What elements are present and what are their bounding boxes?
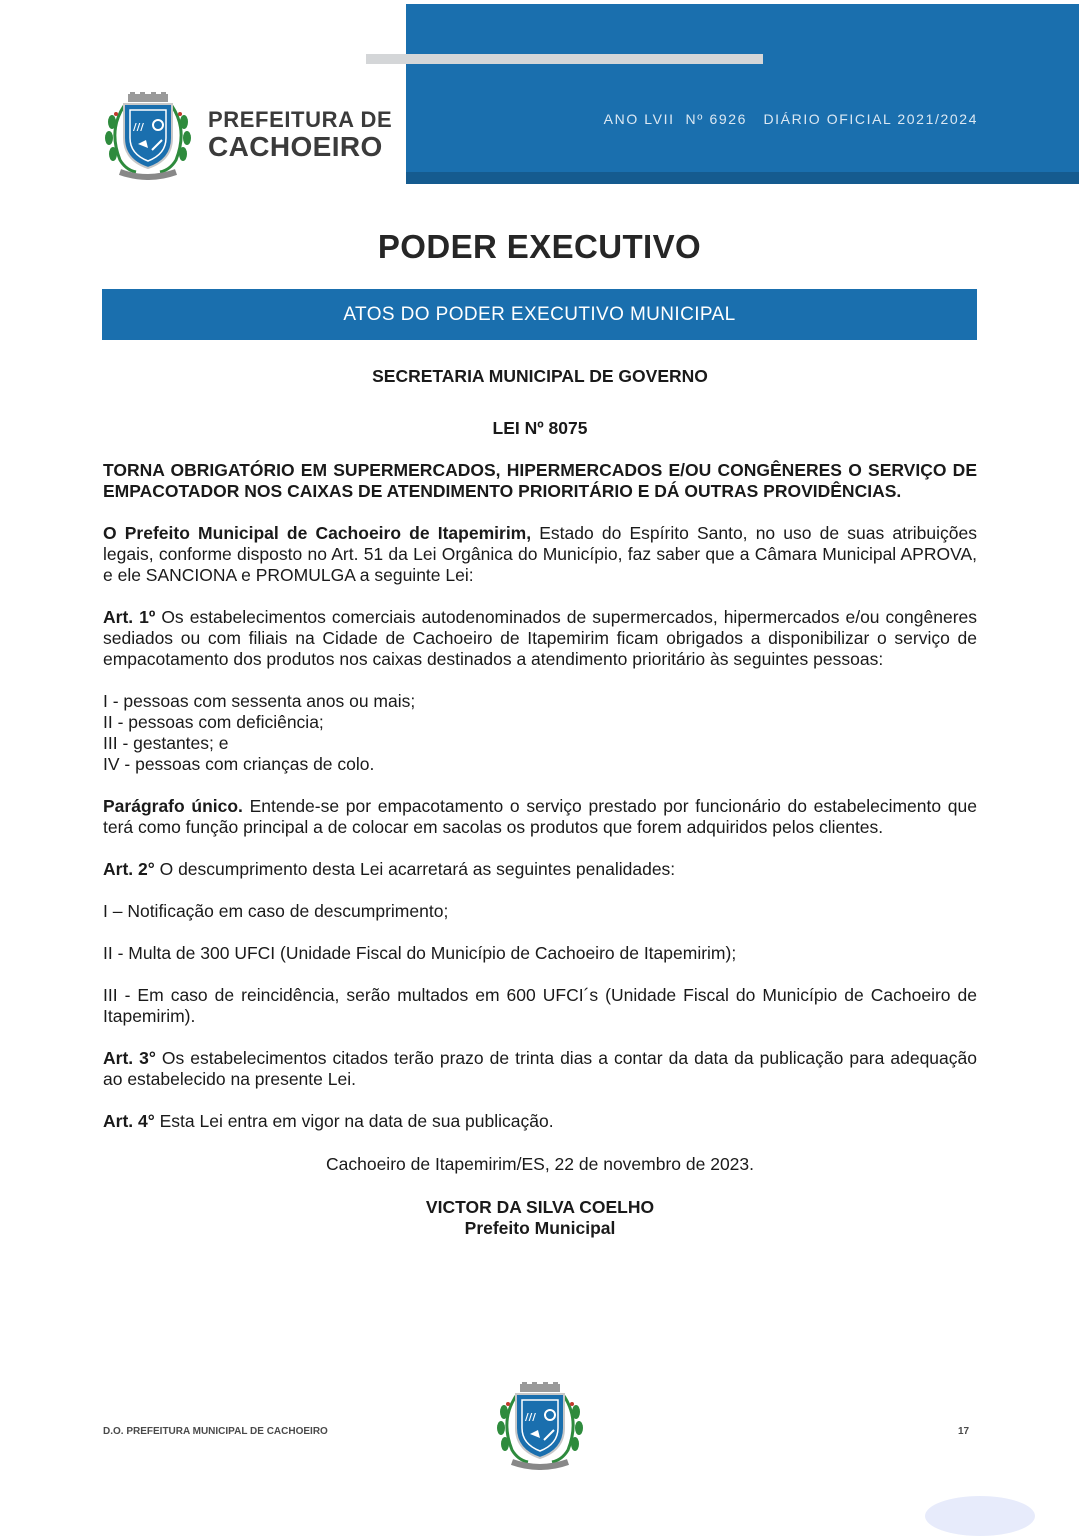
footer-coat-of-arms-icon — [492, 1382, 588, 1470]
article-1-text: Os estabelecimentos comerciais autodenominados de supermercados, hipermercados e/ou congêneres sediados ou com filiais na Cidade de Cachoeiro de Itapemirim ficam obrigados a disponibilizar o serviço de empacotamento dos produtos nos caixas destinados a atendimento prioritário às seguintes pessoas: — [103, 607, 978, 669]
article-2-label: Art. 2° — [103, 859, 155, 879]
svg-text:///: /// — [133, 122, 144, 133]
signer-title: Prefeito Municipal — [464, 1218, 616, 1238]
list-item: III - gestantes; e — [103, 733, 229, 753]
penalty-item: II - Multa de 300 UFCI (Unidade Fiscal do Município de Cachoeiro de Itapemirim); — [103, 943, 737, 963]
header-band — [406, 4, 1079, 182]
article-3-text: Os estabelecimentos citados terão prazo de trinta dias a contar da data da publicação para adequação ao estabelecido na presente Lei. — [103, 1048, 977, 1089]
svg-text:///: /// — [525, 1412, 536, 1423]
preamble-text: Estado do Espírito Santo, no uso de suas atribuições legais, conforme disposto no Art. 51 da Lei Orgânica do Município, faz saber que a Câmara Municipal APROVA, e ele SANCIONA e PROMULGA a seguinte Lei: — [103, 523, 977, 585]
footer-publication: D.O. PREFEITURA MUNICIPAL DE CACHOEIRO — [103, 1426, 328, 1437]
law-ementa: TORNA OBRIGATÓRIO EM SUPERMERCADOS, HIPERMERCADOS E/OU CONGÊNERES O SERVIÇO DE EMPACOTADOR NOS CAIXAS DE ATENDIMENTO PRIORITÁRIO E DÁ OUTRAS PROVIDÊNCIAS. — [103, 460, 977, 501]
brand-name — [208, 108, 392, 162]
brand-line-2: CACHOEIRO — [208, 131, 383, 162]
secretaria-heading: SECRETARIA MUNICIPAL DE GOVERNO — [372, 366, 708, 386]
municipal-coat-of-arms-icon — [100, 92, 196, 180]
list-item: I - pessoas com sessenta anos ou mais; — [103, 691, 416, 711]
article-1 — [103, 607, 977, 670]
penalty-item: III - Em caso de reincidência, serão multados em 600 UFCI´s (Unidade Fiscal do Município de Cachoeiro de Itapemirim). — [103, 985, 977, 1026]
article-3-label: Art. 3° — [103, 1048, 156, 1068]
list-item: IV - pessoas com crianças de colo. — [103, 754, 375, 774]
edition-info: ANO LVII Nº 6926 DIÁRIO OFICIAL 2021/2024 — [603, 111, 978, 127]
page-number: 17 — [958, 1426, 970, 1437]
preamble-subject: O Prefeito Municipal de Cachoeiro de Itapemirim, — [103, 523, 532, 543]
law-number: LEI Nº 8075 — [492, 418, 588, 438]
signer-name: VICTOR DA SILVA COELHO — [425, 1197, 655, 1217]
list-item: II - pessoas com deficiência; — [103, 712, 324, 732]
article-4 — [103, 1111, 977, 1132]
paragrafo-text: Entende-se por empacotamento o serviço prestado por funcionário do estabelecimento que terá como função principal a de colocar em sacolas os produtos que forem adquiridos pelos clientes. — [103, 796, 977, 837]
article-2-text: O descumprimento desta Lei acarretará as seguintes penalidades: — [154, 859, 676, 879]
section-title: PODER EXECUTIVO — [377, 228, 702, 265]
article-4-text: Esta Lei entra em vigor na data de sua publicação. — [154, 1111, 554, 1131]
article-1-label: Art. 1º — [103, 607, 156, 627]
article-4-label: Art. 4° — [103, 1111, 155, 1131]
article-3 — [103, 1048, 977, 1090]
brand-line-1: PREFEITURA DE — [208, 107, 393, 132]
penalty-item: I – Notificação em caso de descumprimento; — [103, 901, 449, 921]
header-band-stripe — [406, 172, 1079, 184]
header-divider — [366, 54, 763, 64]
section-banner: ATOS DO PODER EXECUTIVO MUNICIPAL — [102, 289, 977, 340]
law-document — [103, 366, 977, 1239]
article-2 — [103, 859, 977, 880]
paragrafo-label: Parágrafo único. — [103, 796, 243, 816]
date-line: Cachoeiro de Itapemirim/ES, 22 de novembro de 2023. — [325, 1154, 755, 1174]
corner-decoration — [925, 1496, 1035, 1536]
paragrafo-unico — [103, 796, 977, 838]
article-1-list — [103, 691, 977, 775]
preamble — [103, 523, 977, 586]
